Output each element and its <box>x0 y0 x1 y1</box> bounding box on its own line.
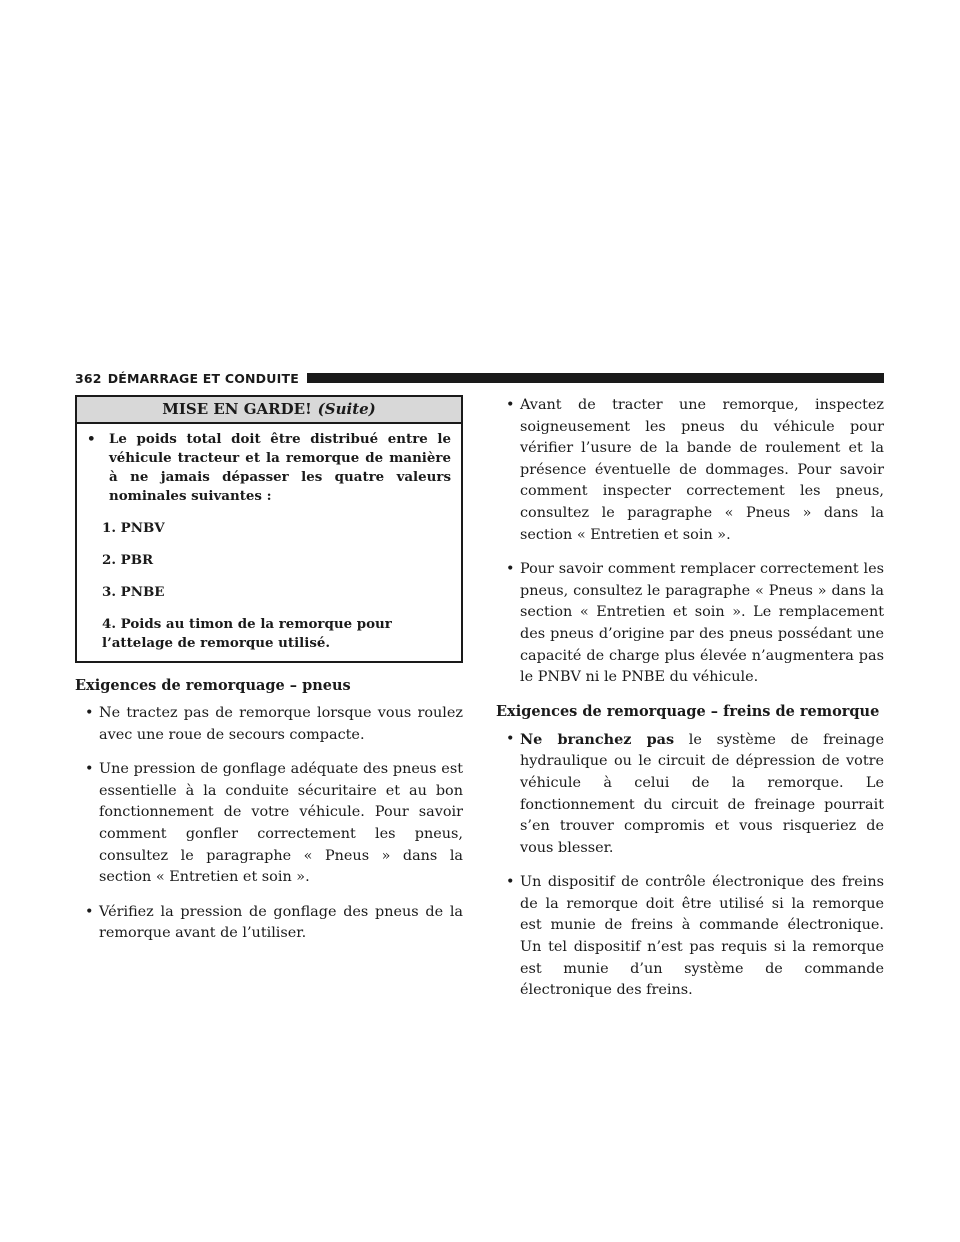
warning-bullet-text: Le poids total doit être distribué entre le véhicule tracteur et la remorque de manière à ne jamais dépasser les quatre valeurs nominales suivantes : <box>109 431 451 504</box>
bullet-glyph: • <box>506 397 515 413</box>
list-item-text: Un dispositif de contrôle électronique des freins de la remorque doit être utilisé si la remorque est munie de freins à commande électronique. Un tel dispositif n’est pas requis si la remorque est munie d’un système de commande électronique des freins. <box>520 874 884 999</box>
list-item <box>496 395 884 546</box>
warning-item: 4. Poids au timon de la remorque pour l’attelage de remorque utilisé. <box>102 616 392 651</box>
header-rule <box>307 373 884 383</box>
list-item-text: Ne tractez pas de remorque lorsque vous roulez avec une roue de secours compacte. <box>99 705 463 743</box>
bullet-glyph: • <box>85 761 94 778</box>
warning-title: MISE EN GARDE! <box>162 400 312 418</box>
warning-item: 2. PBR <box>102 552 154 568</box>
list-item-lead: Ne branchez pas <box>520 730 675 748</box>
list-item <box>75 902 463 945</box>
warning-bullet <box>87 430 451 506</box>
warning-title-suffix: (Suite) <box>317 400 376 418</box>
right-column <box>496 395 884 1015</box>
bullet-glyph: • <box>85 705 94 721</box>
list-item-text: le système de freinage hydraulique ou le circuit de dépression de votre véhicule à celui de la remorque. Le fonctionnement du circuit de freinage pourrait s’en trouver compromis et vous risqueriez de vous blesser. <box>520 731 884 856</box>
list-item-text: Vérifiez la pression de gonflage des pneus de la remorque avant de l’utiliser. <box>99 903 463 942</box>
list-item <box>75 703 463 746</box>
warning-title-bar <box>77 397 461 424</box>
bullet-glyph: • <box>87 431 96 447</box>
list-item-text: Pour savoir comment remplacer correctement les pneus, consultez le paragraphe « Pneus » dans la section « Entretien et soin ». Le remplacement des pneus d’origine par des pneus possédant une capacité de charge plus élevée n’augmentera pas le PNBV ni le PNBE du véhicule. <box>520 561 884 686</box>
bullet-glyph: • <box>506 561 515 578</box>
warning-item: 1. PNBV <box>102 520 165 536</box>
list-item-text: Avant de tracter une remorque, inspectez soigneusement les pneus du véhicule pour vérifier l’usure de la bande de roulement et la présence éventuelle de dommages. Pour savoir comment inspecter correctement les pneus, consultez le paragraphe « Pneus » dans la section « Entretien et soin ». <box>520 397 884 543</box>
left-column <box>75 395 463 958</box>
section-title: DÉMARRAGE ET CONDUITE <box>107 370 299 386</box>
warning-box <box>75 395 463 663</box>
page-number: 362 <box>75 370 102 386</box>
list-item <box>496 729 884 860</box>
list-item <box>75 759 463 889</box>
warning-body <box>77 424 461 661</box>
bullet-glyph: • <box>506 730 515 747</box>
list-item <box>496 872 884 1002</box>
list-item-text: Une pression de gonflage adéquate des pneus est essentielle à la conduite sécuritaire et au bon fonctionnement de votre véhicule. Pour savoir comment gonfler correctement les pneus, consultez le paragraphe « Pneus » dans la section « Entretien et soin ». <box>99 761 463 886</box>
page-header <box>75 369 884 387</box>
list-item <box>496 559 884 689</box>
tires-heading: Exigences de remorquage – pneus <box>75 677 351 694</box>
brakes-heading: Exigences de remorquage – freins de remorque <box>496 702 880 720</box>
warning-item: 3. PNBE <box>102 584 165 600</box>
bullet-glyph: • <box>85 903 94 920</box>
bullet-glyph: • <box>506 874 515 891</box>
